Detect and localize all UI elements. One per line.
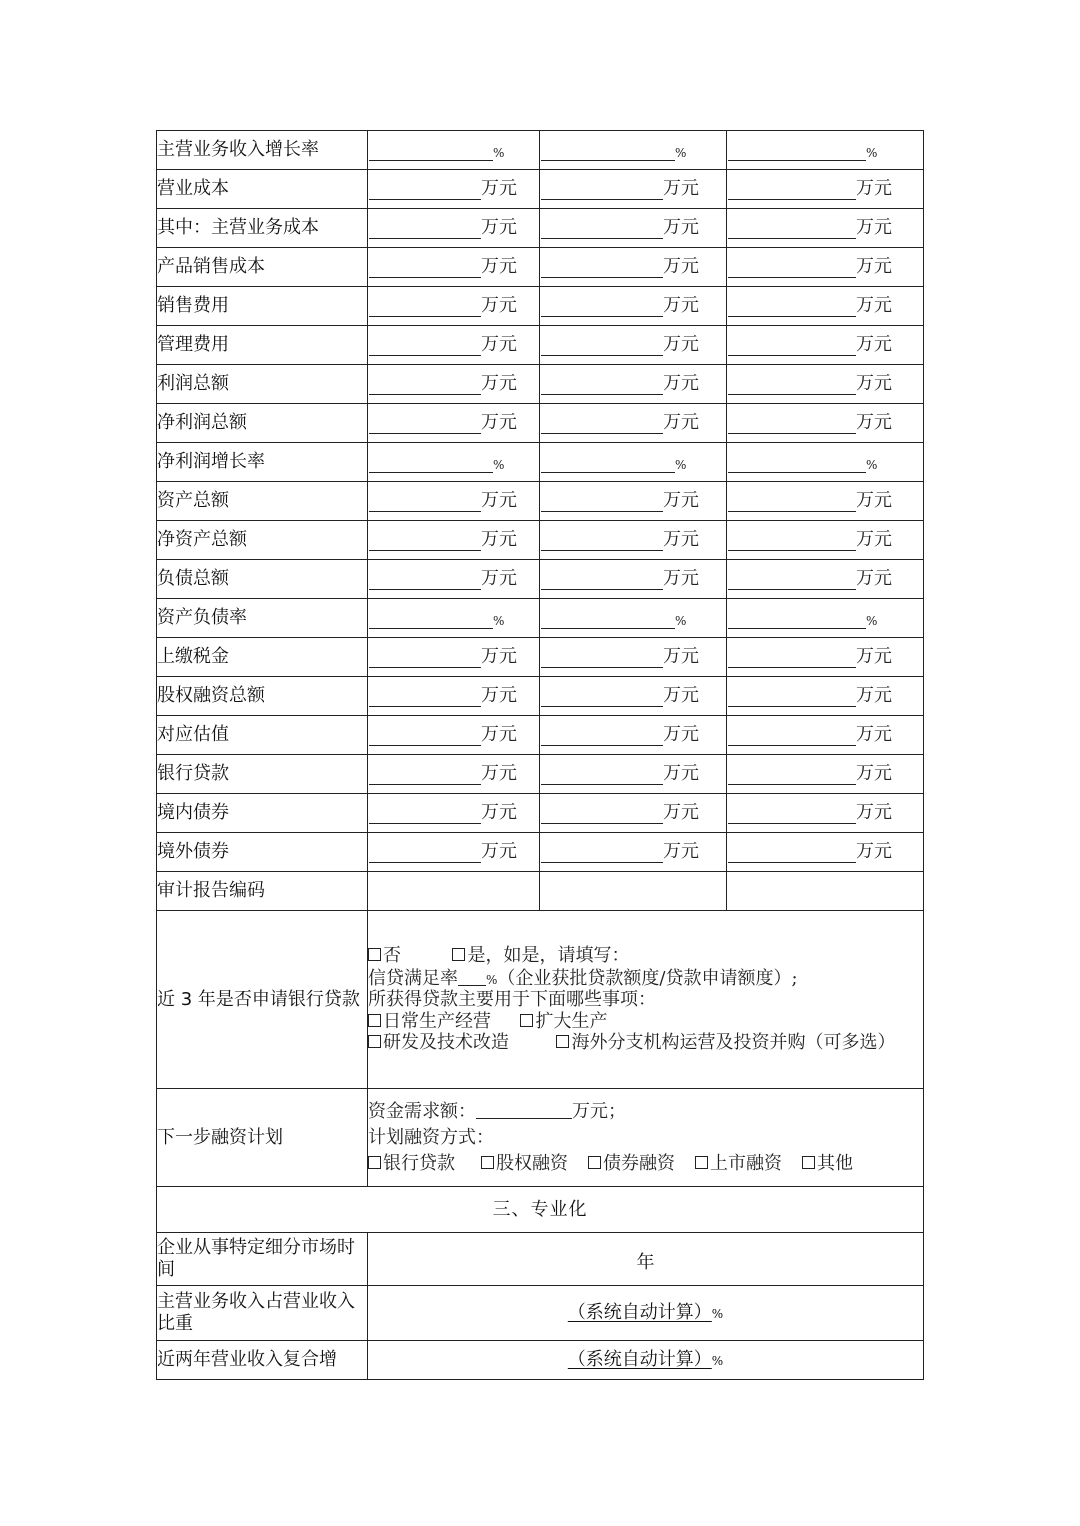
value-input[interactable] bbox=[728, 454, 866, 473]
unit-label: 万元 bbox=[856, 334, 892, 356]
unit-label: 万元 bbox=[481, 529, 517, 551]
value-cell bbox=[727, 482, 924, 521]
table-row bbox=[157, 404, 924, 443]
cagr-label: 近两年营业收入复合增 bbox=[157, 1341, 368, 1380]
value-cell bbox=[540, 131, 727, 170]
value-cell bbox=[727, 677, 924, 716]
row-label: 上缴税金 bbox=[157, 638, 368, 677]
table-row bbox=[157, 365, 924, 404]
row-label: 利润总额 bbox=[157, 365, 368, 404]
value-input[interactable] bbox=[369, 493, 481, 512]
value-input[interactable] bbox=[728, 610, 866, 629]
need-suffix: 万元； bbox=[572, 1100, 626, 1122]
value-cell bbox=[727, 443, 924, 482]
loan-label: 近 3 年是否申请银行贷款 bbox=[157, 911, 368, 1089]
unit-label: % bbox=[493, 458, 505, 473]
checkbox-daily[interactable] bbox=[368, 1014, 381, 1027]
value-input[interactable] bbox=[541, 181, 663, 200]
row-label: 销售费用 bbox=[157, 287, 368, 326]
table-row bbox=[157, 209, 924, 248]
unit-label: 万元 bbox=[856, 841, 892, 863]
value-input[interactable] bbox=[541, 142, 675, 161]
need-prefix: 资金需求额： bbox=[368, 1100, 476, 1122]
value-cell bbox=[727, 716, 924, 755]
unit-label: 万元 bbox=[856, 724, 892, 746]
value-cell bbox=[727, 287, 924, 326]
unit-label: 万元 bbox=[663, 841, 699, 863]
opt-bank-label: 银行贷款 bbox=[383, 1152, 455, 1174]
value-input[interactable] bbox=[541, 493, 663, 512]
cagr-cell bbox=[368, 1341, 924, 1380]
value-input[interactable] bbox=[728, 337, 856, 356]
value-cell bbox=[727, 248, 924, 287]
opt-daily-label: 日常生产经营 bbox=[383, 1010, 491, 1032]
unit-label: 万元 bbox=[481, 256, 517, 278]
market-time-unit: 年 bbox=[636, 1252, 655, 1274]
row-label: 资产总额 bbox=[157, 482, 368, 521]
value-input[interactable] bbox=[541, 376, 663, 395]
unit-label: % bbox=[675, 146, 687, 161]
section3-row bbox=[157, 1187, 924, 1233]
value-cell bbox=[368, 248, 540, 287]
value-cell bbox=[727, 131, 924, 170]
value-cell bbox=[540, 833, 727, 872]
value-input[interactable] bbox=[369, 181, 481, 200]
value-input[interactable] bbox=[369, 259, 481, 278]
market-time-cell[interactable] bbox=[368, 1233, 924, 1286]
share-row bbox=[157, 1286, 924, 1341]
unit-label: 万元 bbox=[663, 646, 699, 668]
value-input[interactable] bbox=[369, 454, 493, 473]
value-input[interactable] bbox=[728, 649, 856, 668]
loan-yes-label: 是，如是，请填写： bbox=[467, 945, 630, 967]
value-cell bbox=[540, 638, 727, 677]
value-input[interactable] bbox=[369, 571, 481, 590]
row-label: 管理费用 bbox=[157, 326, 368, 365]
value-input[interactable] bbox=[369, 610, 493, 629]
row-label: 银行贷款 bbox=[157, 755, 368, 794]
unit-label: 万元 bbox=[481, 646, 517, 668]
value-cell bbox=[727, 521, 924, 560]
audit-row bbox=[157, 872, 924, 911]
value-cell bbox=[540, 560, 727, 599]
value-input[interactable] bbox=[728, 688, 856, 707]
table-row bbox=[157, 638, 924, 677]
row-label: 境内债券 bbox=[157, 794, 368, 833]
table-row bbox=[157, 287, 924, 326]
value-cell bbox=[368, 599, 540, 638]
value-cell bbox=[368, 365, 540, 404]
unit-label: 万元 bbox=[856, 568, 892, 590]
financing-row bbox=[157, 1089, 924, 1187]
unit-label: % bbox=[675, 614, 687, 629]
value-cell bbox=[368, 170, 540, 209]
value-cell bbox=[727, 209, 924, 248]
value-cell bbox=[368, 287, 540, 326]
table-row bbox=[157, 248, 924, 287]
value-cell bbox=[727, 755, 924, 794]
value-input[interactable] bbox=[369, 805, 481, 824]
value-cell bbox=[368, 209, 540, 248]
value-cell bbox=[368, 404, 540, 443]
unit-label: 万元 bbox=[481, 490, 517, 512]
share-unit: % bbox=[711, 1307, 724, 1322]
value-cell bbox=[368, 326, 540, 365]
table-row bbox=[157, 794, 924, 833]
value-input[interactable] bbox=[541, 415, 663, 434]
unit-label: 万元 bbox=[481, 568, 517, 590]
table-row bbox=[157, 833, 924, 872]
value-input[interactable] bbox=[541, 220, 663, 239]
usage-title: 所获得贷款主要用于下面哪些事项： bbox=[368, 989, 656, 1011]
value-input[interactable] bbox=[369, 844, 481, 863]
value-input[interactable] bbox=[369, 415, 481, 434]
value-cell bbox=[727, 638, 924, 677]
loan-content bbox=[368, 911, 924, 1089]
value-input[interactable] bbox=[541, 259, 663, 278]
opt-bond-label: 债券融资 bbox=[603, 1152, 675, 1174]
value-input[interactable] bbox=[541, 610, 675, 629]
value-input[interactable] bbox=[541, 649, 663, 668]
opt-expand-label: 扩大生产 bbox=[535, 1010, 608, 1032]
value-input[interactable] bbox=[728, 766, 856, 785]
unit-label: 万元 bbox=[481, 841, 517, 863]
table-row bbox=[157, 560, 924, 599]
value-input[interactable] bbox=[369, 337, 481, 356]
audit-input-2[interactable] bbox=[540, 872, 727, 911]
audit-input-3[interactable] bbox=[727, 872, 924, 911]
unit-label: 万元 bbox=[856, 646, 892, 668]
financing-label: 下一步融资计划 bbox=[157, 1089, 368, 1187]
value-cell bbox=[727, 833, 924, 872]
unit-label: 万元 bbox=[663, 295, 699, 317]
value-rows bbox=[157, 131, 924, 872]
value-cell bbox=[540, 716, 727, 755]
value-input[interactable] bbox=[728, 727, 856, 746]
value-input[interactable] bbox=[369, 220, 481, 239]
unit-label: % bbox=[675, 458, 687, 473]
value-input[interactable] bbox=[728, 493, 856, 512]
table-row bbox=[157, 326, 924, 365]
rate-suffix: （企业获批贷款额度/贷款申请额度）; bbox=[497, 967, 798, 989]
row-label: 负债总额 bbox=[157, 560, 368, 599]
value-cell bbox=[540, 209, 727, 248]
value-input[interactable] bbox=[541, 766, 663, 785]
market-time-label: 企业从事特定细分市场时间 bbox=[157, 1233, 368, 1286]
value-input[interactable] bbox=[369, 142, 493, 161]
row-label: 产品销售成本 bbox=[157, 248, 368, 287]
checkbox-overseas[interactable] bbox=[556, 1035, 569, 1048]
value-cell bbox=[540, 443, 727, 482]
table-row bbox=[157, 443, 924, 482]
audit-label: 审计报告编码 bbox=[157, 872, 368, 911]
row-label: 境外债券 bbox=[157, 833, 368, 872]
value-cell bbox=[540, 521, 727, 560]
cagr-calc: （系统自动计算） bbox=[567, 1349, 712, 1371]
value-input[interactable] bbox=[728, 259, 856, 278]
value-input[interactable] bbox=[541, 298, 663, 317]
unit-label: 万元 bbox=[481, 373, 517, 395]
checkbox-yes[interactable] bbox=[452, 948, 465, 961]
value-input[interactable] bbox=[541, 805, 663, 824]
unit-label: 万元 bbox=[856, 685, 892, 707]
value-input[interactable] bbox=[369, 532, 481, 551]
unit-label: 万元 bbox=[481, 217, 517, 239]
unit-label: 万元 bbox=[663, 217, 699, 239]
unit-label: % bbox=[493, 146, 505, 161]
unit-label: 万元 bbox=[856, 802, 892, 824]
unit-label: 万元 bbox=[663, 412, 699, 434]
value-cell bbox=[540, 170, 727, 209]
unit-label: 万元 bbox=[856, 763, 892, 785]
market-time-row bbox=[157, 1233, 924, 1286]
value-cell bbox=[540, 365, 727, 404]
opt-overseas-label: 海外分支机构运营及投资并购（可多选） bbox=[571, 1032, 896, 1054]
row-label: 净利润总额 bbox=[157, 404, 368, 443]
audit-input-1[interactable] bbox=[368, 872, 540, 911]
value-input[interactable] bbox=[728, 376, 856, 395]
checkbox-other[interactable] bbox=[802, 1156, 815, 1169]
value-input[interactable] bbox=[728, 415, 856, 434]
share-calc: （系统自动计算） bbox=[567, 1302, 712, 1324]
unit-label: 万元 bbox=[663, 490, 699, 512]
value-input[interactable] bbox=[541, 844, 663, 863]
unit-label: 万元 bbox=[663, 568, 699, 590]
checkbox-bond[interactable] bbox=[588, 1156, 601, 1169]
value-input[interactable] bbox=[541, 337, 663, 356]
unit-label: 万元 bbox=[856, 529, 892, 551]
table-row bbox=[157, 170, 924, 209]
value-cell bbox=[368, 833, 540, 872]
value-cell bbox=[727, 326, 924, 365]
value-input[interactable] bbox=[369, 727, 481, 746]
value-cell bbox=[727, 404, 924, 443]
value-cell bbox=[368, 482, 540, 521]
value-cell bbox=[368, 716, 540, 755]
unit-label: 万元 bbox=[481, 412, 517, 434]
unit-label: 万元 bbox=[481, 685, 517, 707]
financing-content bbox=[368, 1089, 924, 1187]
value-cell bbox=[368, 755, 540, 794]
value-input[interactable] bbox=[541, 571, 663, 590]
value-cell bbox=[540, 794, 727, 833]
rate-prefix: 信贷满足率 bbox=[368, 967, 458, 989]
value-input[interactable] bbox=[541, 532, 663, 551]
value-input[interactable] bbox=[369, 376, 481, 395]
table-row bbox=[157, 131, 924, 170]
value-cell bbox=[368, 131, 540, 170]
value-input[interactable] bbox=[369, 766, 481, 785]
unit-label: 万元 bbox=[481, 802, 517, 824]
share-cell bbox=[368, 1286, 924, 1341]
checkbox-ipo[interactable] bbox=[695, 1156, 708, 1169]
unit-label: 万元 bbox=[663, 529, 699, 551]
value-cell bbox=[368, 794, 540, 833]
checkbox-bank[interactable] bbox=[368, 1156, 381, 1169]
value-cell bbox=[540, 248, 727, 287]
opt-other-label: 其他 bbox=[817, 1152, 853, 1174]
cagr-row bbox=[157, 1341, 924, 1380]
value-input[interactable] bbox=[541, 454, 675, 473]
value-cell bbox=[540, 404, 727, 443]
value-input[interactable] bbox=[369, 649, 481, 668]
value-cell bbox=[727, 365, 924, 404]
unit-label: 万元 bbox=[663, 178, 699, 200]
table-row bbox=[157, 755, 924, 794]
loan-no-label: 否 bbox=[383, 945, 401, 967]
unit-label: 万元 bbox=[481, 295, 517, 317]
opt-ipo-label: 上市融资 bbox=[710, 1152, 782, 1174]
value-cell bbox=[540, 287, 727, 326]
row-label: 净利润增长率 bbox=[157, 443, 368, 482]
row-label: 营业成本 bbox=[157, 170, 368, 209]
value-input[interactable] bbox=[728, 844, 856, 863]
table-row bbox=[157, 677, 924, 716]
value-cell bbox=[727, 794, 924, 833]
rate-unit: % bbox=[486, 972, 498, 987]
value-cell bbox=[540, 599, 727, 638]
unit-label: 万元 bbox=[856, 412, 892, 434]
row-label: 主营业务收入增长率 bbox=[157, 131, 368, 170]
unit-label: 万元 bbox=[856, 295, 892, 317]
unit-label: 万元 bbox=[663, 373, 699, 395]
table-row bbox=[157, 599, 924, 638]
checkbox-rnd[interactable] bbox=[368, 1035, 381, 1048]
value-cell bbox=[368, 521, 540, 560]
unit-label: 万元 bbox=[663, 685, 699, 707]
value-input[interactable] bbox=[728, 298, 856, 317]
value-cell bbox=[540, 755, 727, 794]
unit-label: 万元 bbox=[663, 802, 699, 824]
rate-input[interactable] bbox=[458, 967, 486, 986]
value-input[interactable] bbox=[369, 298, 481, 317]
value-cell bbox=[368, 443, 540, 482]
unit-label: % bbox=[866, 146, 878, 161]
checkbox-equity[interactable] bbox=[481, 1156, 494, 1169]
value-input[interactable] bbox=[728, 805, 856, 824]
value-cell bbox=[540, 326, 727, 365]
value-cell bbox=[368, 677, 540, 716]
value-input[interactable] bbox=[728, 571, 856, 590]
row-label: 净资产总额 bbox=[157, 521, 368, 560]
value-cell bbox=[727, 599, 924, 638]
method-title: 计划融资方式： bbox=[368, 1126, 494, 1148]
value-input[interactable] bbox=[728, 532, 856, 551]
table-row bbox=[157, 716, 924, 755]
unit-label: 万元 bbox=[856, 373, 892, 395]
value-input[interactable] bbox=[728, 181, 856, 200]
opt-rnd-label: 研发及技术改造 bbox=[383, 1032, 509, 1054]
value-cell bbox=[540, 482, 727, 521]
value-input[interactable] bbox=[728, 220, 856, 239]
value-input[interactable] bbox=[541, 688, 663, 707]
value-cell bbox=[368, 638, 540, 677]
unit-label: 万元 bbox=[856, 490, 892, 512]
row-label: 其中：主营业务成本 bbox=[157, 209, 368, 248]
unit-label: 万元 bbox=[856, 178, 892, 200]
value-cell bbox=[540, 677, 727, 716]
unit-label: 万元 bbox=[663, 724, 699, 746]
unit-label: % bbox=[866, 614, 878, 629]
unit-label: 万元 bbox=[481, 178, 517, 200]
unit-label: 万元 bbox=[481, 334, 517, 356]
row-label: 资产负债率 bbox=[157, 599, 368, 638]
section3-title: 三、专业化 bbox=[157, 1187, 924, 1233]
unit-label: 万元 bbox=[663, 763, 699, 785]
loan-row bbox=[157, 911, 924, 1089]
row-label: 对应估值 bbox=[157, 716, 368, 755]
table-row bbox=[157, 521, 924, 560]
value-input[interactable] bbox=[728, 142, 866, 161]
unit-label: 万元 bbox=[663, 256, 699, 278]
checkbox-expand[interactable] bbox=[520, 1014, 533, 1027]
value-input[interactable] bbox=[369, 688, 481, 707]
unit-label: % bbox=[866, 458, 878, 473]
value-input[interactable] bbox=[541, 727, 663, 746]
unit-label: 万元 bbox=[663, 334, 699, 356]
need-input[interactable] bbox=[476, 1100, 572, 1119]
opt-equity-label: 股权融资 bbox=[496, 1152, 568, 1174]
value-cell bbox=[368, 560, 540, 599]
table-row bbox=[157, 482, 924, 521]
unit-label: 万元 bbox=[856, 217, 892, 239]
unit-label: 万元 bbox=[856, 256, 892, 278]
cagr-unit: % bbox=[711, 1354, 724, 1369]
share-label: 主营业务收入占营业收入比重 bbox=[157, 1286, 368, 1341]
value-cell bbox=[727, 170, 924, 209]
checkbox-no[interactable] bbox=[368, 948, 381, 961]
unit-label: 万元 bbox=[481, 763, 517, 785]
value-cell bbox=[727, 560, 924, 599]
unit-label: % bbox=[493, 614, 505, 629]
row-label: 股权融资总额 bbox=[157, 677, 368, 716]
unit-label: 万元 bbox=[481, 724, 517, 746]
financial-form-table bbox=[156, 130, 924, 1380]
